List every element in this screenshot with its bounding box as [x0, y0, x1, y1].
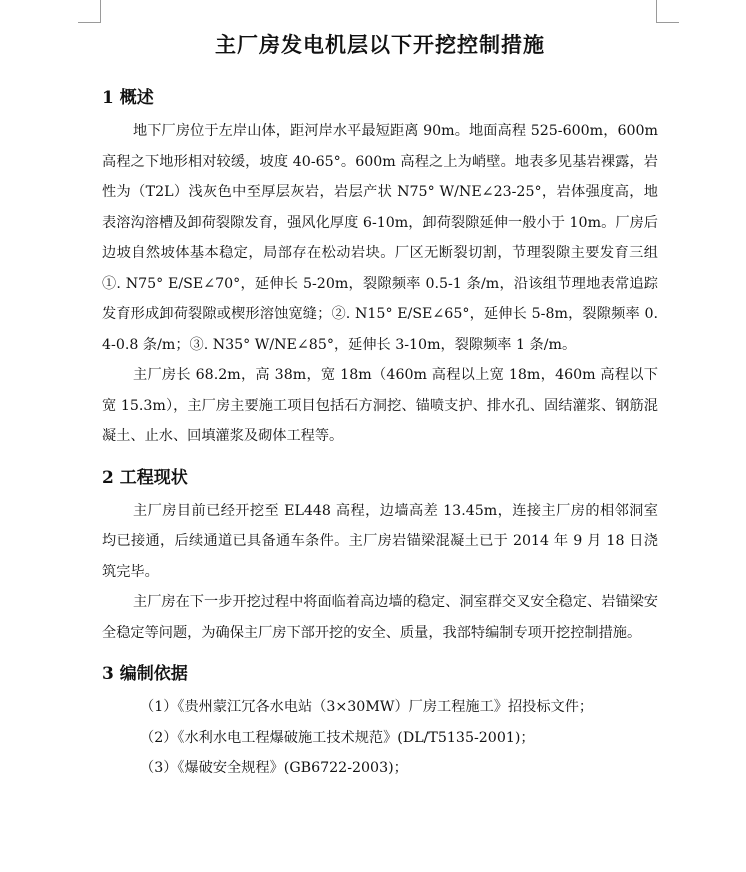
document-title: 主厂房发电机层以下开挖控制措施	[215, 32, 545, 57]
paragraph: 主厂房在下一步开挖过程中将面临着高边墙的稳定、洞室群交叉安全稳定、岩锚梁安全稳定等问题，为确保主厂房下部开挖的安全、质量，我部特编制专项开挖控制措施。	[102, 594, 658, 641]
reference-item: （2）《水利水电工程爆破施工技术规范》(DL/T5135-2001)；	[140, 729, 535, 746]
paragraph: 主厂房长 68.2m，高 38m，宽 18m（460m 高程以上宽 18m，460m 高程以下宽 15.3m），主厂房主要施工项目包括石方洞挖、锚喷支护、排水孔、固结灌浆、钢筋混凝土、止水、回填灌浆及砌体工程等。	[102, 367, 658, 444]
paragraph: 主厂房目前已经开挖至 EL448 高程，边墙高差 13.45m，连接主厂房的相邻洞室均已接通，后续通道已具备通车条件。主厂房岩锚梁混凝土已于 2014 年 9 月 18 日浇筑完毕。	[102, 502, 658, 580]
section-heading: 2 工程现状	[102, 467, 188, 488]
reference-item: （1）《贵州蒙江冗各水电站（3×30MW）厂房工程施工》招投标文件；	[140, 699, 594, 715]
crop-mark-top-left	[78, 0, 101, 23]
document-body	[102, 28, 658, 784]
section-heading: 3 编制依据	[102, 664, 188, 684]
crop-mark-top-right	[656, 0, 679, 23]
section-current-status	[102, 460, 658, 649]
reference-item: （3）《爆破安全规程》(GB6722-2003)；	[140, 760, 408, 776]
section-heading: 1 概述	[102, 88, 154, 108]
section-overview	[102, 80, 658, 452]
paragraph: 地下厂房位于左岸山体，距河岸水平最短距离 90m。地面高程 525-600m，600m 高程之下地形相对较缓，坡度 40-65°。600m 高程之上为峭壁。地表多见基岩裸露，岩性为（T2L）浅灰色中至厚层灰岩，岩层产状 N75° W/NE∠23-25°，岩体强度高，地表溶沟溶槽及卸荷裂隙发育，强风化厚度 6-10m，卸荷裂隙延伸一般小于 10m。厂房后边坡自然坡体基本稳定，局部存在松动岩块。厂区无断裂切割，节理裂隙主要发育三组①. N75° E/SE∠70°，延伸长 5-20m，裂隙频率 0.5-1 条/m，沿该组节理地表常追踪发育形成卸荷裂隙或楔形溶蚀宽缝；②. N15° E/SE∠65°，延伸长 5-8m，裂隙频率 0.4-0.8 条/m；③. N35° W/NE∠85°，延伸长 3-10m，裂隙频率 1 条/m。	[102, 123, 658, 353]
section-references	[102, 656, 658, 784]
